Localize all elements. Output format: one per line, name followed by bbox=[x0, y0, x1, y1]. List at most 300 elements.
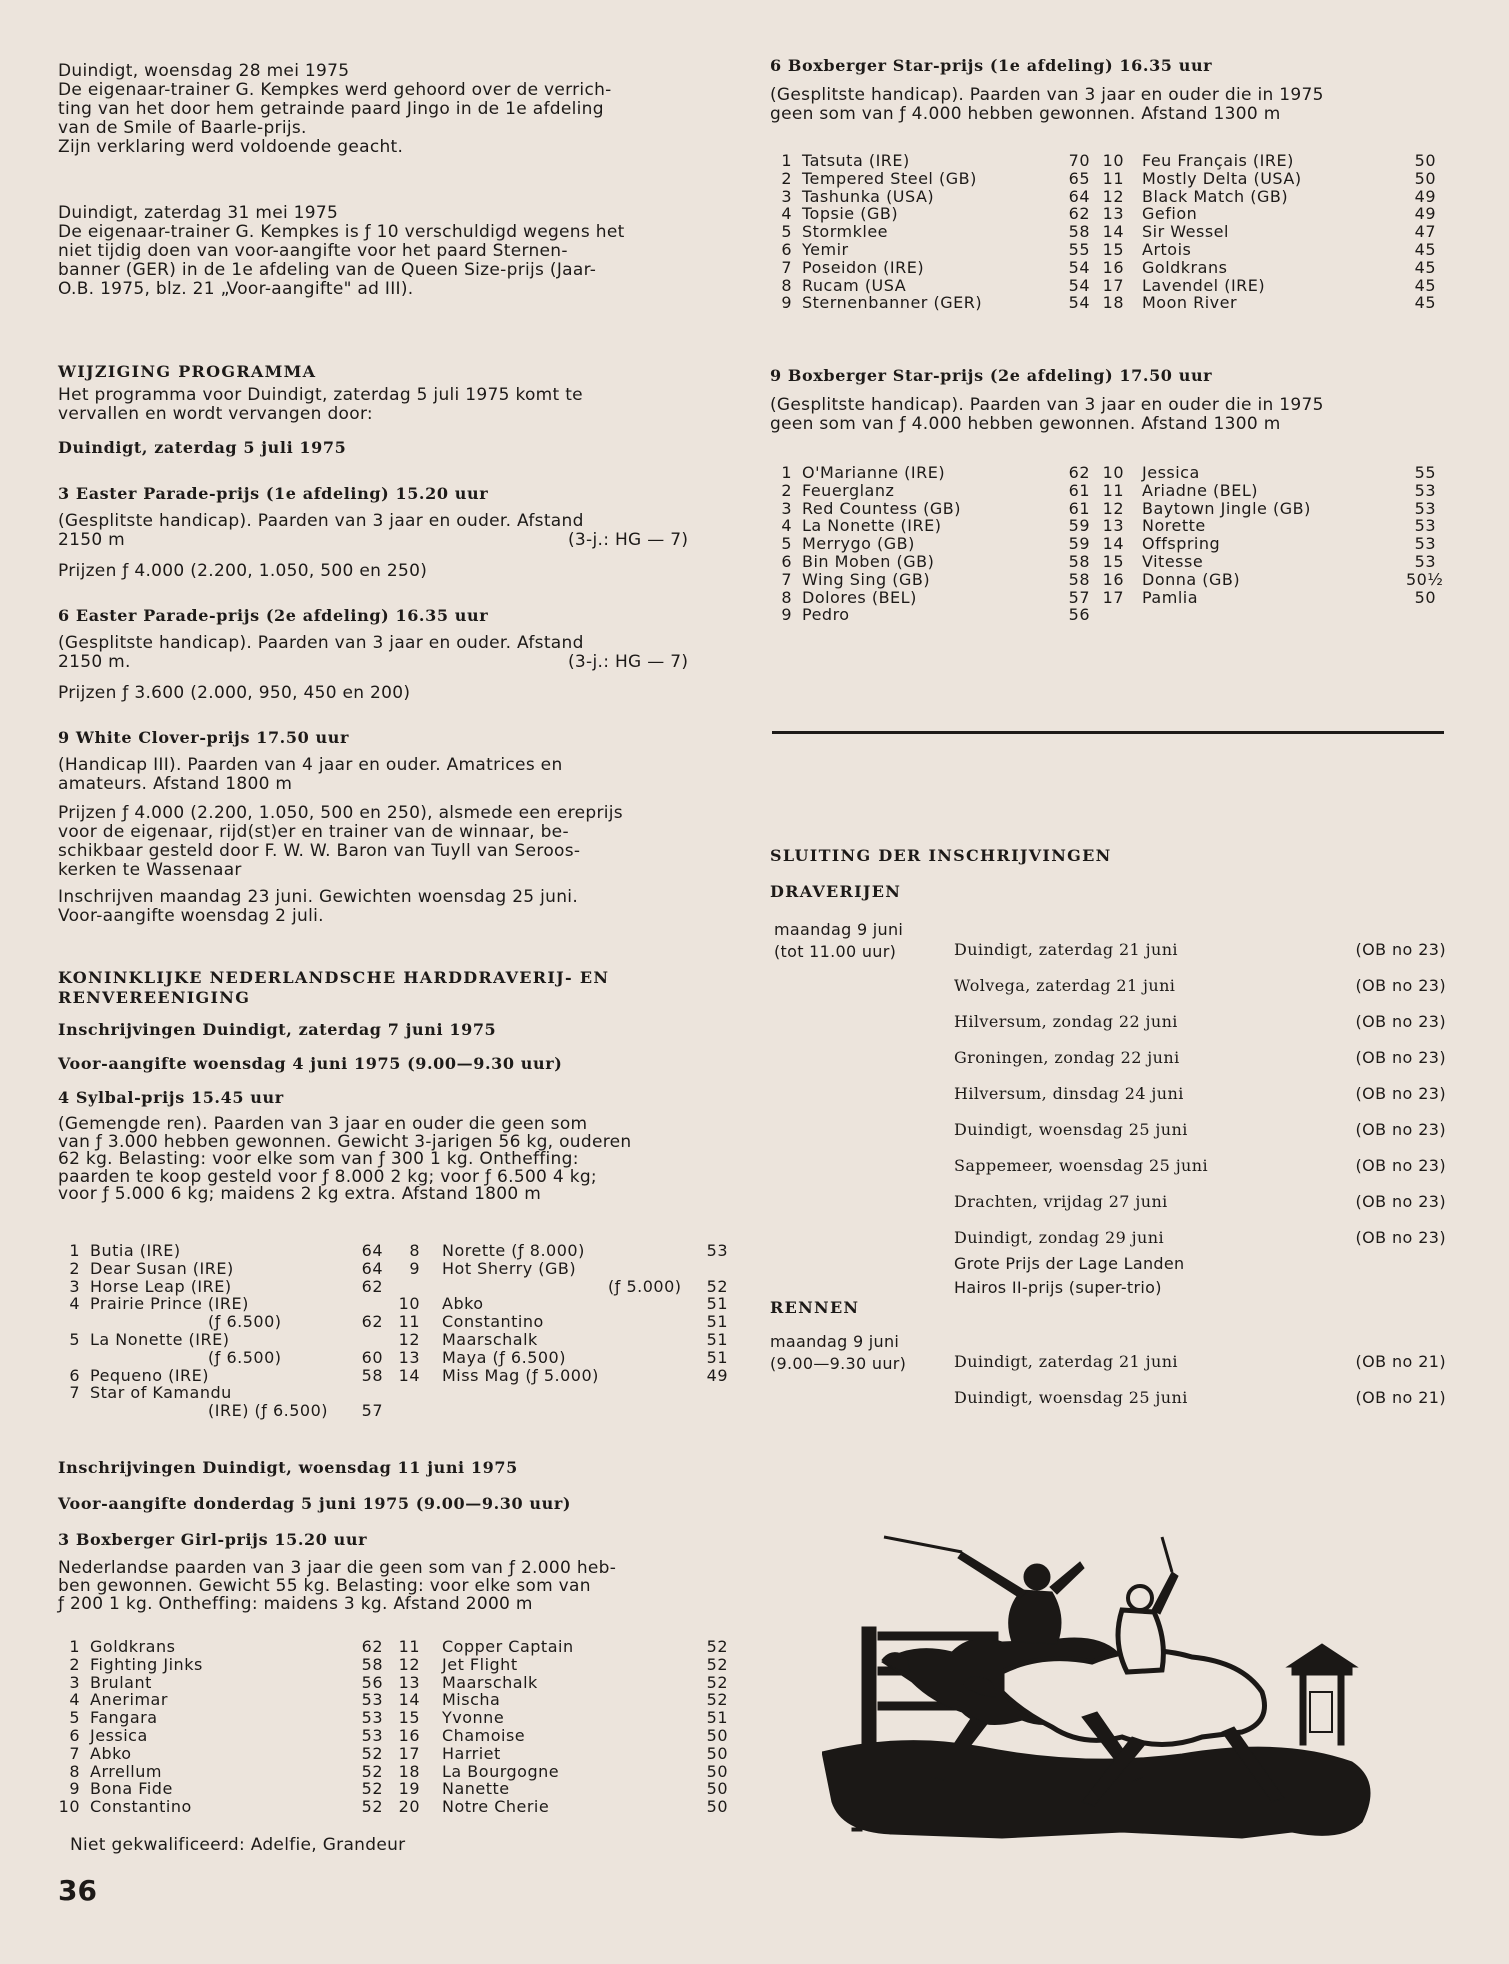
race-conditions: geen som van ƒ 4.000 hebben gewonnen. Afstand 1300 m bbox=[770, 104, 1281, 124]
entry-row bbox=[398, 1798, 738, 1816]
entry-row bbox=[398, 1278, 738, 1296]
entry-weight: 55 bbox=[1414, 463, 1436, 482]
entry-row bbox=[58, 1260, 388, 1278]
entry-row bbox=[1102, 294, 1442, 312]
entry-weight: 45 bbox=[1414, 257, 1436, 277]
notice-date: Duindigt, woensdag 28 mei 1975 bbox=[58, 61, 350, 81]
entry-weight: 53 bbox=[706, 1241, 728, 1260]
entry-number: 2 bbox=[69, 1654, 80, 1674]
entry-number: 15 bbox=[398, 1708, 420, 1728]
race-handicap: (3-j.: HG — 7) bbox=[568, 530, 689, 550]
notice-date: Duindigt, zaterdag 31 mei 1975 bbox=[58, 203, 339, 223]
entry-name: Norette bbox=[1142, 516, 1206, 536]
entry-row bbox=[398, 1242, 738, 1260]
entry-name: Baytown Jingle (GB) bbox=[1142, 498, 1311, 518]
entry-row bbox=[770, 553, 1090, 571]
entry-row bbox=[58, 1384, 388, 1402]
entry-number: 4 bbox=[69, 1690, 80, 1710]
entry-weight: 53 bbox=[1414, 480, 1436, 500]
entry-weight: 50 bbox=[706, 1797, 728, 1817]
race-easter-parade-1 bbox=[58, 484, 738, 581]
entry-row bbox=[1102, 152, 1442, 170]
entry-name: Donna (GB) bbox=[1142, 569, 1241, 589]
entry-number: 9 bbox=[781, 605, 792, 625]
entry-name: Abko bbox=[442, 1294, 484, 1314]
entry-name: Tashunka (USA) bbox=[802, 186, 935, 206]
entry-name: Feuerglanz bbox=[802, 480, 895, 500]
knhr-section bbox=[58, 968, 738, 1204]
entry-row bbox=[770, 259, 1090, 277]
entry-weight: 55 bbox=[1068, 239, 1090, 259]
race-prizes: Prijzen ƒ 4.000 (2.200, 1.050, 500 en 250) bbox=[58, 561, 428, 581]
entry-row bbox=[398, 1745, 738, 1763]
entry-number: 12 bbox=[398, 1329, 420, 1349]
entry-weight: 53 bbox=[361, 1725, 383, 1745]
entry-row bbox=[398, 1656, 738, 1674]
entry-name: Star of Kamandu bbox=[90, 1383, 232, 1403]
closing-row bbox=[770, 1048, 1446, 1070]
entry-name: Norette (ƒ 8.000) bbox=[442, 1241, 585, 1260]
entry-number: 5 bbox=[781, 222, 792, 242]
entry-row bbox=[58, 1313, 388, 1331]
entry-weight: 54 bbox=[1068, 257, 1090, 277]
entry-name: Constantino bbox=[90, 1797, 192, 1817]
notice-line: Zijn verklaring werd voldoende geacht. bbox=[58, 137, 404, 157]
entry-row bbox=[1102, 482, 1442, 500]
entry-name: Mischa bbox=[442, 1690, 501, 1710]
entries-left bbox=[58, 1638, 388, 1816]
entry-weight: 62 bbox=[361, 1312, 383, 1332]
entry-weight: 62 bbox=[361, 1637, 383, 1656]
race-boxberger-star-1 bbox=[770, 56, 1446, 124]
entry-name: (ƒ 6.500) bbox=[208, 1312, 282, 1332]
entry-row bbox=[770, 152, 1090, 170]
entry-number: 11 bbox=[1102, 168, 1124, 188]
entry-number: 16 bbox=[1102, 257, 1124, 277]
closing-row bbox=[770, 976, 1446, 998]
entry-number: 12 bbox=[1102, 498, 1124, 518]
extra-line: Grote Prijs der Lage Landen bbox=[954, 1254, 1185, 1273]
entry-name: Bin Moben (GB) bbox=[802, 551, 935, 571]
entry-name: Lavendel (IRE) bbox=[1142, 275, 1266, 295]
entry-weight: 59 bbox=[1068, 516, 1090, 536]
inschrijvingen-11-juni bbox=[58, 1458, 738, 1613]
notice-line: De eigenaar-trainer G. Kempkes is ƒ 10 verschuldigd wegens het bbox=[58, 222, 625, 242]
entry-name: Chamoise bbox=[442, 1725, 526, 1745]
entry-number: 3 bbox=[781, 498, 792, 518]
page-number: 36 bbox=[58, 1874, 97, 1907]
entry-weight: 52 bbox=[706, 1690, 728, 1710]
closing-date: maandag 9 juni bbox=[770, 1332, 900, 1351]
entry-row bbox=[770, 241, 1090, 259]
entry-row bbox=[58, 1638, 388, 1656]
entries-right bbox=[1102, 464, 1442, 606]
entry-number: 17 bbox=[1102, 587, 1124, 607]
entry-name: Merrygo (GB) bbox=[802, 534, 915, 554]
closing-row bbox=[770, 1120, 1446, 1142]
entry-number: 12 bbox=[398, 1654, 420, 1674]
entry-row bbox=[58, 1242, 388, 1260]
section-heading: RENVEREENIGING bbox=[58, 988, 251, 1007]
entry-number: 1 bbox=[781, 463, 792, 482]
race-conditions: (Gesplitste handicap). Paarden van 3 jaar en ouder die in 1975 bbox=[770, 395, 1324, 415]
race-boxberger-star-2 bbox=[770, 366, 1446, 434]
entry-row bbox=[58, 1780, 388, 1798]
entry-number: 5 bbox=[69, 1708, 80, 1728]
race-title: 3 Easter Parade-prijs (1e afdeling) 15.20 uur bbox=[58, 484, 489, 503]
entry-weight: 52 bbox=[361, 1797, 383, 1817]
entry-weight: 57 bbox=[361, 1401, 383, 1421]
entry-row bbox=[398, 1295, 738, 1313]
ob-reference: (OB no 23) bbox=[1355, 1192, 1446, 1211]
entry-weight: 52 bbox=[361, 1761, 383, 1781]
entry-weight: 51 bbox=[706, 1294, 728, 1314]
entry-name: Horse Leap (IRE) bbox=[90, 1276, 232, 1296]
entry-weight: 58 bbox=[1068, 222, 1090, 242]
entry-row bbox=[770, 535, 1090, 553]
entry-number: 1 bbox=[781, 151, 792, 170]
entry-name: Goldkrans bbox=[90, 1637, 176, 1656]
entry-row bbox=[398, 1709, 738, 1727]
entry-row bbox=[1102, 277, 1442, 295]
entry-name: Jessica bbox=[1142, 463, 1200, 482]
entry-name: Goldkrans bbox=[1142, 257, 1228, 277]
entry-number: 1 bbox=[69, 1241, 80, 1260]
rennen-schedule bbox=[770, 1298, 1446, 1407]
entry-number: 9 bbox=[781, 293, 792, 313]
entry-row bbox=[398, 1691, 738, 1709]
entry-weight: 51 bbox=[706, 1708, 728, 1728]
registration-line: Inschrijven maandag 23 juni. Gewichten woensdag 25 juni. bbox=[58, 887, 579, 907]
entry-weight: 70 bbox=[1068, 151, 1090, 170]
entry-weight: 49 bbox=[1414, 204, 1436, 224]
closing-row bbox=[770, 1156, 1446, 1178]
entry-weight: 52 bbox=[706, 1672, 728, 1692]
section-divider bbox=[772, 731, 1444, 734]
entry-weight: 53 bbox=[361, 1708, 383, 1728]
entry-row bbox=[398, 1313, 738, 1331]
entry-number: 6 bbox=[69, 1365, 80, 1385]
ob-reference: (OB no 23) bbox=[1355, 976, 1446, 995]
entry-name: Brulant bbox=[90, 1672, 152, 1692]
race-prizes: kerken te Wassenaar bbox=[58, 860, 242, 880]
meeting: Sappemeer, woensdag 25 juni bbox=[954, 1156, 1208, 1175]
entry-weight: 52 bbox=[361, 1779, 383, 1799]
entry-number: 8 bbox=[781, 587, 792, 607]
race-title: 3 Boxberger Girl-prijs 15.20 uur bbox=[58, 1530, 368, 1549]
entries-right bbox=[398, 1242, 738, 1384]
entry-weight: 62 bbox=[1068, 204, 1090, 224]
race-conditions: Nederlandse paarden van 3 jaar die geen som van ƒ 2.000 heb- bbox=[58, 1558, 617, 1578]
entry-name: Artois bbox=[1142, 239, 1192, 259]
entry-row bbox=[398, 1367, 738, 1385]
entries-right bbox=[398, 1638, 738, 1816]
entry-number: 15 bbox=[1102, 239, 1124, 259]
entry-name: Pamlia bbox=[1142, 587, 1199, 607]
entry-row bbox=[1102, 535, 1442, 553]
entry-weight: 49 bbox=[1414, 186, 1436, 206]
entry-weight: 60 bbox=[361, 1347, 383, 1367]
entry-name: Butia (IRE) bbox=[90, 1241, 181, 1260]
entry-name: La Bourgogne bbox=[442, 1761, 560, 1781]
entry-name: Pequeno (IRE) bbox=[90, 1365, 210, 1385]
entry-name: Wing Sing (GB) bbox=[802, 569, 931, 589]
entry-row bbox=[58, 1727, 388, 1745]
race-conditions: (Gesplitste handicap). Paarden van 3 jaar en ouder. Afstand bbox=[58, 511, 584, 531]
entry-number: 6 bbox=[781, 551, 792, 571]
closing-date: maandag 9 juni bbox=[774, 920, 904, 939]
closing-row bbox=[770, 1228, 1446, 1250]
entry-weight: 61 bbox=[1068, 480, 1090, 500]
section-heading: WIJZIGING PROGRAMMA bbox=[58, 362, 317, 381]
entry-weight: 51 bbox=[706, 1347, 728, 1367]
entry-row bbox=[1102, 223, 1442, 241]
notice-line: ting van het door hem getrainde paard Jingo in de 1e afdeling bbox=[58, 99, 604, 119]
entry-number: 11 bbox=[398, 1312, 420, 1332]
entry-row bbox=[58, 1331, 388, 1349]
meeting: Hilversum, dinsdag 24 juni bbox=[954, 1084, 1184, 1103]
entry-row bbox=[58, 1798, 388, 1816]
subheading: Voor-aangifte woensdag 4 juni 1975 (9.00—9.30 uur) bbox=[58, 1054, 563, 1073]
registration-line: Voor-aangifte woensdag 2 juli. bbox=[58, 906, 324, 926]
entry-number: 13 bbox=[1102, 204, 1124, 224]
entry-row bbox=[58, 1691, 388, 1709]
entry-row bbox=[1102, 205, 1442, 223]
entry-number: 14 bbox=[1102, 534, 1124, 554]
entry-number: 2 bbox=[781, 168, 792, 188]
entry-weight: 45 bbox=[1414, 293, 1436, 313]
entry-number: 13 bbox=[398, 1672, 420, 1692]
entry-number: 7 bbox=[781, 257, 792, 277]
entry-weight: 53 bbox=[1414, 534, 1436, 554]
race-distance: 2150 m bbox=[58, 530, 126, 550]
entry-number: 3 bbox=[69, 1672, 80, 1692]
entry-number: 2 bbox=[69, 1258, 80, 1278]
closing-row bbox=[770, 940, 1446, 962]
closing-time: (tot 11.00 uur) bbox=[774, 942, 897, 961]
entry-row bbox=[770, 500, 1090, 518]
subheading: Inschrijvingen Duindigt, woensdag 11 juni 1975 bbox=[58, 1458, 518, 1477]
entry-number: 2 bbox=[781, 480, 792, 500]
notice-line: banner (GER) in de 1e afdeling van de Queen Size-prijs (Jaar- bbox=[58, 260, 597, 280]
entry-weight: 65 bbox=[1068, 168, 1090, 188]
entry-number: 7 bbox=[69, 1743, 80, 1763]
meeting: Duindigt, woensdag 25 juni bbox=[954, 1388, 1188, 1407]
entry-row bbox=[1102, 241, 1442, 259]
entry-name: Tempered Steel (GB) bbox=[802, 168, 977, 188]
entry-name: Miss Mag (ƒ 5.000) bbox=[442, 1365, 599, 1385]
entry-weight: 50 bbox=[706, 1761, 728, 1781]
closing-row bbox=[770, 1388, 1446, 1410]
entry-name: Mostly Delta (USA) bbox=[1142, 168, 1302, 188]
entry-row bbox=[398, 1349, 738, 1367]
entry-name: La Nonette (IRE) bbox=[90, 1329, 230, 1349]
entry-number: 10 bbox=[1102, 151, 1124, 170]
entry-name: Bona Fide bbox=[90, 1779, 173, 1799]
entry-weight: 62 bbox=[1068, 463, 1090, 482]
entry-row bbox=[398, 1674, 738, 1692]
section-heading: SLUITING DER INSCHRIJVINGEN bbox=[770, 846, 1112, 865]
entry-name: Black Match (GB) bbox=[1142, 186, 1289, 206]
entry-name: Tatsuta (IRE) bbox=[802, 151, 910, 170]
entry-weight: 51 bbox=[706, 1329, 728, 1349]
entry-name: O'Marianne (IRE) bbox=[802, 463, 946, 482]
entry-row bbox=[1102, 464, 1442, 482]
entry-number: 17 bbox=[398, 1743, 420, 1763]
entry-row bbox=[58, 1709, 388, 1727]
closing-row bbox=[770, 1352, 1446, 1374]
race-title: 9 White Clover-prijs 17.50 uur bbox=[58, 728, 349, 747]
ob-reference: (OB no 23) bbox=[1355, 1012, 1446, 1031]
entry-number: 3 bbox=[69, 1276, 80, 1296]
entry-weight: 58 bbox=[1068, 569, 1090, 589]
entry-row bbox=[1102, 500, 1442, 518]
closing-heading-block bbox=[770, 846, 1446, 902]
entry-name: Offspring bbox=[1142, 534, 1221, 554]
entry-name: Jessica bbox=[90, 1725, 148, 1745]
entry-number: 9 bbox=[69, 1779, 80, 1799]
entry-name: La Nonette (IRE) bbox=[802, 516, 942, 536]
race-title: 6 Boxberger Star-prijs (1e afdeling) 16.35 uur bbox=[770, 56, 1213, 75]
entry-name: Fangara bbox=[90, 1708, 158, 1728]
entry-row bbox=[1102, 170, 1442, 188]
notice-line: niet tijdig doen van voor-aangifte voor het paard Sternen- bbox=[58, 241, 568, 261]
meeting: Duindigt, woensdag 25 juni bbox=[954, 1120, 1188, 1139]
entry-row bbox=[58, 1402, 388, 1420]
entry-weight: 62 bbox=[361, 1276, 383, 1296]
entry-name: Poseidon (IRE) bbox=[802, 257, 925, 277]
entry-name: Rucam (USA bbox=[802, 275, 907, 295]
entries-right bbox=[1102, 152, 1442, 312]
race-conditions: (Gemengde ren). Paarden van 3 jaar en ouder die geen som bbox=[58, 1114, 588, 1134]
entry-row bbox=[1102, 188, 1442, 206]
entry-number: 10 bbox=[1102, 463, 1124, 482]
entry-weight: 57 bbox=[1068, 587, 1090, 607]
entry-number: 4 bbox=[781, 516, 792, 536]
entry-weight: 50 bbox=[1414, 587, 1436, 607]
entry-number: 15 bbox=[1102, 551, 1124, 571]
meeting: Duindigt, zaterdag 21 juni bbox=[954, 1352, 1178, 1371]
entry-number: 4 bbox=[69, 1294, 80, 1314]
entry-row bbox=[58, 1367, 388, 1385]
entry-row bbox=[58, 1295, 388, 1313]
entry-row bbox=[398, 1763, 738, 1781]
entry-name: Topsie (GB) bbox=[802, 204, 899, 224]
race-prizes: voor de eigenaar, rijd(st)er en trainer van de winnaar, be- bbox=[58, 822, 569, 842]
entry-row bbox=[770, 170, 1090, 188]
entry-weight: 56 bbox=[361, 1672, 383, 1692]
entry-name: Copper Captain bbox=[442, 1637, 574, 1656]
entry-name: Stormklee bbox=[802, 222, 888, 242]
entry-row bbox=[398, 1780, 738, 1798]
entry-number: 16 bbox=[398, 1725, 420, 1745]
entry-number: 5 bbox=[781, 534, 792, 554]
meeting: Wolvega, zaterdag 21 juni bbox=[954, 976, 1176, 995]
entry-number: 18 bbox=[1102, 293, 1124, 313]
entry-row bbox=[770, 277, 1090, 295]
entry-weight: 47 bbox=[1414, 222, 1436, 242]
entry-row bbox=[398, 1638, 738, 1656]
entry-number: 10 bbox=[58, 1797, 80, 1817]
entry-weight: 53 bbox=[1414, 551, 1436, 571]
ob-reference: (OB no 23) bbox=[1355, 1048, 1446, 1067]
entry-name: (ƒ 5.000) bbox=[608, 1276, 682, 1296]
entry-name: Sir Wessel bbox=[1142, 222, 1229, 242]
entry-weight: 59 bbox=[1068, 534, 1090, 554]
entry-number: 9 bbox=[409, 1258, 420, 1278]
entry-weight: 56 bbox=[1068, 605, 1090, 625]
entry-row bbox=[770, 482, 1090, 500]
entry-number: 6 bbox=[781, 239, 792, 259]
entry-name: Notre Cherie bbox=[442, 1797, 550, 1817]
entry-weight: 49 bbox=[706, 1365, 728, 1385]
entry-weight: 58 bbox=[361, 1365, 383, 1385]
race-white-clover bbox=[58, 728, 738, 926]
race-conditions: (Gesplitste handicap). Paarden van 3 jaar en ouder die in 1975 bbox=[770, 85, 1324, 105]
race-prizes: schikbaar gesteld door F. W. W. Baron van Tuyll van Seroos- bbox=[58, 841, 581, 861]
section-heading: KONINKLIJKE NEDERLANDSCHE HARDDRAVERIJ- EN bbox=[58, 968, 610, 987]
race-conditions: van ƒ 3.000 hebben gewonnen. Gewicht 3-jarigen 56 kg, ouderen bbox=[58, 1131, 632, 1152]
entry-number: 19 bbox=[398, 1779, 420, 1799]
entry-row bbox=[398, 1727, 738, 1745]
ob-reference: (OB no 23) bbox=[1355, 940, 1446, 959]
entry-row bbox=[770, 464, 1090, 482]
entry-number: 11 bbox=[398, 1637, 420, 1656]
draverijen-schedule bbox=[770, 920, 1446, 1280]
entry-name: Abko bbox=[90, 1743, 132, 1763]
entry-weight: 50 bbox=[706, 1779, 728, 1799]
entry-row bbox=[58, 1278, 388, 1296]
entry-row bbox=[1102, 589, 1442, 607]
entry-row bbox=[770, 589, 1090, 607]
entry-number: 17 bbox=[1102, 275, 1124, 295]
entry-name: Dolores (BEL) bbox=[802, 587, 917, 607]
entry-row bbox=[58, 1763, 388, 1781]
meeting: Drachten, vrijdag 27 juni bbox=[954, 1192, 1168, 1211]
entry-number: 11 bbox=[1102, 480, 1124, 500]
entry-name: Constantino bbox=[442, 1312, 544, 1332]
entry-number: 14 bbox=[398, 1365, 420, 1385]
entry-row bbox=[1102, 517, 1442, 535]
entry-number: 13 bbox=[398, 1347, 420, 1367]
entry-row bbox=[770, 205, 1090, 223]
meeting: Hilversum, zondag 22 juni bbox=[954, 1012, 1178, 1031]
race-conditions: ben gewonnen. Gewicht 55 kg. Belasting: voor elke som van bbox=[58, 1575, 591, 1596]
subheading: Duindigt, zaterdag 5 juli 1975 bbox=[58, 438, 347, 457]
entry-name: Gefion bbox=[1142, 204, 1198, 224]
entry-name: Sternenbanner (GER) bbox=[802, 293, 983, 313]
race-conditions: ƒ 200 1 kg. Ontheffing: maidens 3 kg. Afstand 2000 m bbox=[58, 1593, 533, 1614]
entry-name: Jet Flight bbox=[442, 1654, 518, 1674]
entry-weight: 53 bbox=[1414, 516, 1436, 536]
entry-number: 5 bbox=[69, 1329, 80, 1349]
entries-left bbox=[770, 152, 1090, 312]
entry-weight: 53 bbox=[361, 1690, 383, 1710]
notice-31-mei bbox=[58, 204, 738, 299]
entry-row bbox=[770, 517, 1090, 535]
entry-name: Vitesse bbox=[1142, 551, 1204, 571]
entry-row bbox=[770, 606, 1090, 624]
entry-weight: 50 bbox=[706, 1725, 728, 1745]
entry-weight: 52 bbox=[706, 1637, 728, 1656]
entry-weight: 50½ bbox=[1406, 569, 1444, 589]
notice-line: van de Smile of Baarle-prijs. bbox=[58, 118, 307, 138]
entry-weight: 45 bbox=[1414, 275, 1436, 295]
entry-weight: 64 bbox=[1068, 186, 1090, 206]
subheading: Inschrijvingen Duindigt, zaterdag 7 juni 1975 bbox=[58, 1020, 497, 1039]
entry-weight: 54 bbox=[1068, 275, 1090, 295]
para-line: Het programma voor Duindigt, zaterdag 5 juli 1975 komt te bbox=[58, 385, 583, 405]
